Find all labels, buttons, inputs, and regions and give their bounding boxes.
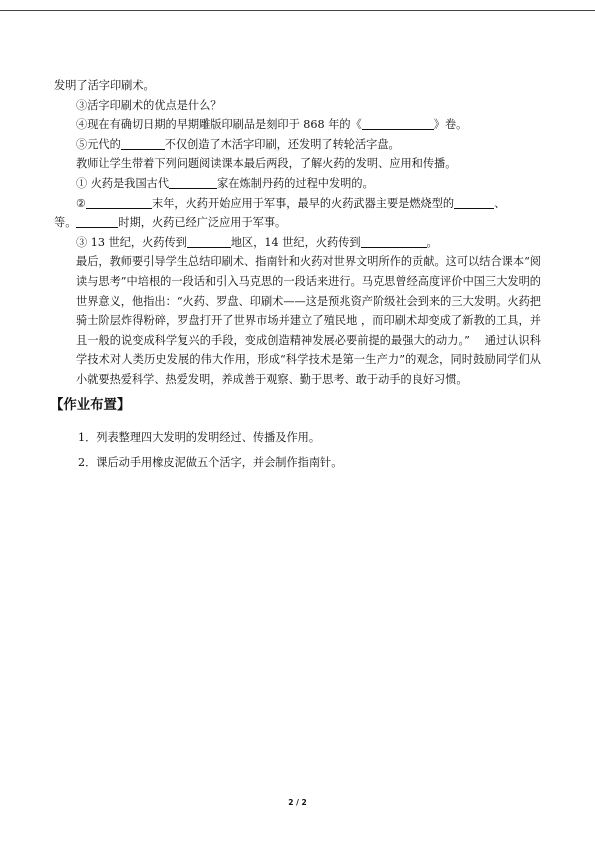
answer-blank[interactable] <box>121 136 165 150</box>
homework-item: 1．列表整理四大发明的发明经过、传播及作用。 <box>78 430 321 444</box>
answer-blank[interactable] <box>86 195 152 209</box>
question-3: ③活字印刷术的优点是什么？ <box>76 98 222 112</box>
homework-heading: 【作业布置】 <box>50 397 131 413</box>
gunpowder-question-1: ① 火药是我国古代 家在炼制丹药的过程中发明的。 <box>76 176 374 190</box>
question-5: ⑤元代的 不仅创造了木活字印刷，还发明了转轮活字盘。 <box>76 137 400 151</box>
gunpowder-question-3: ③ 13 世纪，火药传到 地区，14 世纪，火药传到 。 <box>76 235 438 249</box>
homework-item: 2．课后动手用橡皮泥做五个活字，并会制作指南针。 <box>78 455 343 469</box>
answer-blank[interactable] <box>362 116 434 130</box>
instruction-line: 教师让学生带着下列问题阅读课本最后两段，了解火药的发明、应用和传播。 <box>76 157 457 171</box>
question-4: ④现在有确切日期的早期雕版印刷品是刻印于 868 年的《 》卷。 <box>76 118 468 132</box>
page-number: 2 / 2 <box>288 798 307 807</box>
summary-paragraph: 最后，教师要引导学生总结印刷术、指南针和火药对世界文明所作的贡献。这可以结合课本“阅读与思考”中培根的一段话和引入马克思的一段话来进行。马克思曾经高度评价中国三大发明的世界意义，他指出：“火药、罗盘、印刷术——这是预兆资产阶级社会到来的三大发明。火药把骑士阶层炸得粉碎，罗盘打开了世界市场并建立了殖民地 ，而印刷术却变成了新教的工具，并且一般的说变成科学复兴的手段，变成创造精神发展必要前提的最强大的动力。” 通过认识科学技术对人类历史发展的伟大作用，形成“科学技术是第一生产力”的观念，同时鼓励同学们从小就要热爱科学、热爱发明，养成善于观察、勤于思考、敢于动手的良好习惯。 <box>76 255 541 386</box>
answer-blank[interactable] <box>454 195 494 209</box>
header-rule <box>0 10 595 11</box>
answer-blank[interactable] <box>76 214 118 228</box>
gunpowder-question-2-cont: 等。 时期，火药已经广泛应用于军事。 <box>54 216 287 230</box>
answer-blank[interactable] <box>169 175 217 189</box>
answer-blank[interactable] <box>361 234 427 248</box>
text-line-1: 发明了活字印刷术。 <box>54 79 155 92</box>
document-body <box>50 76 541 475</box>
answer-blank[interactable] <box>187 234 231 248</box>
gunpowder-question-2: ② 末年，火药开始应用于军事，最早的火药武器主要是燃烧型的 、 <box>76 196 506 210</box>
